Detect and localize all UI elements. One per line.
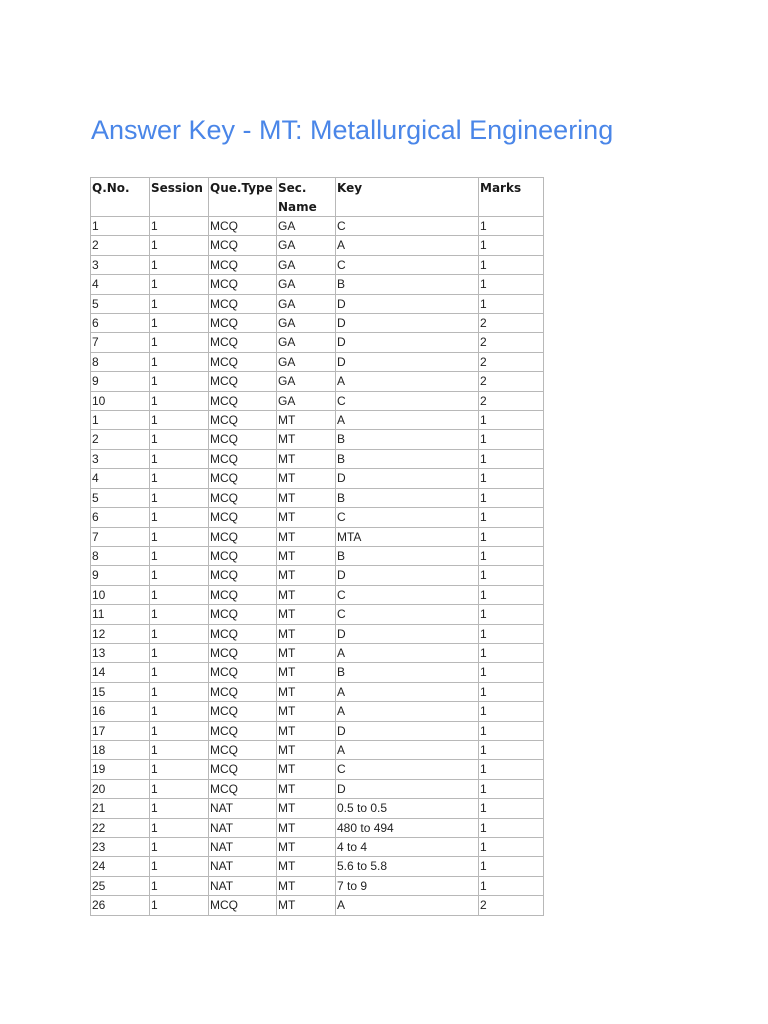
cell-que-type: MCQ xyxy=(209,508,277,527)
cell-marks: 1 xyxy=(479,721,544,740)
cell-session: 1 xyxy=(150,352,209,371)
table-row xyxy=(91,740,544,759)
cell-marks: 1 xyxy=(479,779,544,798)
cell-key: B xyxy=(336,275,479,294)
cell-marks: 1 xyxy=(479,411,544,430)
table-row xyxy=(91,876,544,895)
cell-key: D xyxy=(336,469,479,488)
cell-que-type: MCQ xyxy=(209,430,277,449)
cell-qno: 9 xyxy=(91,566,150,585)
table-row xyxy=(91,352,544,371)
cell-qno: 14 xyxy=(91,663,150,682)
cell-key: D xyxy=(336,314,479,333)
cell-que-type: NAT xyxy=(209,857,277,876)
table-row xyxy=(91,372,544,391)
cell-key: C xyxy=(336,760,479,779)
cell-que-type: MCQ xyxy=(209,333,277,352)
cell-marks: 1 xyxy=(479,527,544,546)
cell-key: C xyxy=(336,217,479,236)
cell-marks: 1 xyxy=(479,876,544,895)
cell-session: 1 xyxy=(150,605,209,624)
cell-marks: 1 xyxy=(479,566,544,585)
table-row xyxy=(91,624,544,643)
cell-que-type: NAT xyxy=(209,876,277,895)
cell-que-type: MCQ xyxy=(209,605,277,624)
cell-marks: 1 xyxy=(479,643,544,662)
cell-key: C xyxy=(336,585,479,604)
cell-qno: 21 xyxy=(91,799,150,818)
cell-key: 0.5 to 0.5 xyxy=(336,799,479,818)
cell-qno: 16 xyxy=(91,702,150,721)
cell-qno: 7 xyxy=(91,333,150,352)
cell-qno: 7 xyxy=(91,527,150,546)
cell-key: D xyxy=(336,721,479,740)
table-row xyxy=(91,682,544,701)
cell-que-type: MCQ xyxy=(209,760,277,779)
cell-marks: 2 xyxy=(479,314,544,333)
table-row xyxy=(91,217,544,236)
cell-sec-name: MT xyxy=(277,624,336,643)
cell-que-type: MCQ xyxy=(209,236,277,255)
cell-key: B xyxy=(336,488,479,507)
cell-session: 1 xyxy=(150,314,209,333)
table-row xyxy=(91,643,544,662)
cell-sec-name: GA xyxy=(277,314,336,333)
cell-sec-name: GA xyxy=(277,333,336,352)
cell-session: 1 xyxy=(150,760,209,779)
cell-session: 1 xyxy=(150,682,209,701)
cell-session: 1 xyxy=(150,740,209,759)
cell-qno: 23 xyxy=(91,838,150,857)
cell-que-type: MCQ xyxy=(209,275,277,294)
cell-marks: 1 xyxy=(479,857,544,876)
cell-marks: 1 xyxy=(479,663,544,682)
cell-session: 1 xyxy=(150,702,209,721)
cell-sec-name: MT xyxy=(277,857,336,876)
cell-sec-name: MT xyxy=(277,585,336,604)
cell-marks: 1 xyxy=(479,449,544,468)
cell-que-type: MCQ xyxy=(209,779,277,798)
cell-marks: 1 xyxy=(479,469,544,488)
cell-session: 1 xyxy=(150,217,209,236)
cell-marks: 2 xyxy=(479,372,544,391)
cell-que-type: MCQ xyxy=(209,682,277,701)
cell-marks: 2 xyxy=(479,352,544,371)
cell-que-type: MCQ xyxy=(209,721,277,740)
table-row xyxy=(91,585,544,604)
cell-sec-name: GA xyxy=(277,255,336,274)
cell-sec-name: GA xyxy=(277,352,336,371)
cell-sec-name: GA xyxy=(277,294,336,313)
cell-que-type: NAT xyxy=(209,818,277,837)
cell-que-type: MCQ xyxy=(209,352,277,371)
cell-marks: 1 xyxy=(479,818,544,837)
cell-sec-name: MT xyxy=(277,702,336,721)
cell-key: 7 to 9 xyxy=(336,876,479,895)
cell-session: 1 xyxy=(150,546,209,565)
cell-marks: 1 xyxy=(479,546,544,565)
cell-que-type: NAT xyxy=(209,799,277,818)
cell-sec-name: MT xyxy=(277,740,336,759)
cell-marks: 1 xyxy=(479,508,544,527)
cell-key: D xyxy=(336,566,479,585)
cell-marks: 1 xyxy=(479,682,544,701)
cell-marks: 2 xyxy=(479,333,544,352)
cell-session: 1 xyxy=(150,469,209,488)
cell-session: 1 xyxy=(150,391,209,410)
cell-que-type: MCQ xyxy=(209,896,277,915)
table-row xyxy=(91,314,544,333)
cell-sec-name: MT xyxy=(277,721,336,740)
table-row xyxy=(91,294,544,313)
cell-qno: 2 xyxy=(91,430,150,449)
cell-sec-name: MT xyxy=(277,838,336,857)
cell-que-type: MCQ xyxy=(209,255,277,274)
cell-que-type: MCQ xyxy=(209,643,277,662)
cell-que-type: MCQ xyxy=(209,624,277,643)
cell-session: 1 xyxy=(150,411,209,430)
table-row xyxy=(91,508,544,527)
table-row xyxy=(91,838,544,857)
cell-qno: 5 xyxy=(91,294,150,313)
cell-session: 1 xyxy=(150,294,209,313)
table-row xyxy=(91,449,544,468)
table-row xyxy=(91,896,544,915)
cell-sec-name: GA xyxy=(277,217,336,236)
cell-session: 1 xyxy=(150,255,209,274)
cell-key: C xyxy=(336,508,479,527)
table-body xyxy=(91,217,544,916)
cell-sec-name: MT xyxy=(277,663,336,682)
cell-qno: 4 xyxy=(91,469,150,488)
cell-key: A xyxy=(336,411,479,430)
cell-session: 1 xyxy=(150,624,209,643)
cell-key: C xyxy=(336,605,479,624)
cell-session: 1 xyxy=(150,799,209,818)
cell-session: 1 xyxy=(150,585,209,604)
header-que-type: Que.Type xyxy=(209,178,277,217)
cell-sec-name: GA xyxy=(277,275,336,294)
cell-session: 1 xyxy=(150,779,209,798)
cell-key: B xyxy=(336,546,479,565)
cell-key: B xyxy=(336,663,479,682)
header-qno: Q.No. xyxy=(91,178,150,217)
cell-marks: 1 xyxy=(479,488,544,507)
cell-que-type: MCQ xyxy=(209,702,277,721)
cell-qno: 8 xyxy=(91,352,150,371)
table-row xyxy=(91,391,544,410)
cell-qno: 10 xyxy=(91,391,150,410)
cell-qno: 4 xyxy=(91,275,150,294)
cell-marks: 1 xyxy=(479,255,544,274)
cell-qno: 1 xyxy=(91,411,150,430)
cell-sec-name: MT xyxy=(277,896,336,915)
cell-qno: 20 xyxy=(91,779,150,798)
cell-marks: 1 xyxy=(479,799,544,818)
cell-qno: 3 xyxy=(91,255,150,274)
cell-sec-name: MT xyxy=(277,430,336,449)
cell-marks: 1 xyxy=(479,275,544,294)
cell-key: A xyxy=(336,236,479,255)
cell-session: 1 xyxy=(150,275,209,294)
cell-que-type: NAT xyxy=(209,838,277,857)
cell-que-type: MCQ xyxy=(209,391,277,410)
cell-sec-name: MT xyxy=(277,779,336,798)
cell-key: A xyxy=(336,682,479,701)
cell-que-type: MCQ xyxy=(209,469,277,488)
cell-que-type: MCQ xyxy=(209,566,277,585)
cell-sec-name: GA xyxy=(277,236,336,255)
cell-key: 480 to 494 xyxy=(336,818,479,837)
cell-qno: 15 xyxy=(91,682,150,701)
cell-session: 1 xyxy=(150,430,209,449)
cell-key: 5.6 to 5.8 xyxy=(336,857,479,876)
page-title: Answer Key - MT: Metallurgical Engineering xyxy=(91,115,614,145)
cell-session: 1 xyxy=(150,838,209,857)
header-session: Session xyxy=(150,178,209,217)
cell-marks: 1 xyxy=(479,624,544,643)
cell-key: D xyxy=(336,779,479,798)
header-marks: Marks xyxy=(479,178,544,217)
table-row xyxy=(91,605,544,624)
cell-qno: 9 xyxy=(91,372,150,391)
cell-key: D xyxy=(336,333,479,352)
table-row xyxy=(91,779,544,798)
cell-qno: 8 xyxy=(91,546,150,565)
cell-qno: 1 xyxy=(91,217,150,236)
table-header-row xyxy=(91,178,544,217)
cell-sec-name: MT xyxy=(277,799,336,818)
cell-qno: 2 xyxy=(91,236,150,255)
cell-qno: 19 xyxy=(91,760,150,779)
cell-qno: 6 xyxy=(91,314,150,333)
cell-marks: 1 xyxy=(479,605,544,624)
cell-qno: 22 xyxy=(91,818,150,837)
cell-sec-name: GA xyxy=(277,391,336,410)
table-row xyxy=(91,702,544,721)
cell-qno: 5 xyxy=(91,488,150,507)
cell-qno: 26 xyxy=(91,896,150,915)
cell-qno: 13 xyxy=(91,643,150,662)
cell-qno: 25 xyxy=(91,876,150,895)
table-row xyxy=(91,430,544,449)
cell-marks: 1 xyxy=(479,760,544,779)
cell-session: 1 xyxy=(150,527,209,546)
cell-que-type: MCQ xyxy=(209,740,277,759)
cell-qno: 17 xyxy=(91,721,150,740)
cell-qno: 6 xyxy=(91,508,150,527)
cell-sec-name: MT xyxy=(277,818,336,837)
cell-marks: 2 xyxy=(479,391,544,410)
cell-sec-name: MT xyxy=(277,546,336,565)
cell-sec-name: MT xyxy=(277,449,336,468)
cell-marks: 1 xyxy=(479,702,544,721)
cell-qno: 10 xyxy=(91,585,150,604)
cell-session: 1 xyxy=(150,372,209,391)
table-row xyxy=(91,721,544,740)
cell-session: 1 xyxy=(150,333,209,352)
table-row xyxy=(91,411,544,430)
cell-que-type: MCQ xyxy=(209,585,277,604)
cell-sec-name: MT xyxy=(277,508,336,527)
cell-session: 1 xyxy=(150,896,209,915)
cell-marks: 1 xyxy=(479,236,544,255)
cell-qno: 3 xyxy=(91,449,150,468)
cell-key: D xyxy=(336,624,479,643)
table-row xyxy=(91,488,544,507)
cell-key: C xyxy=(336,255,479,274)
cell-key: 4 to 4 xyxy=(336,838,479,857)
table-row xyxy=(91,255,544,274)
cell-key: A xyxy=(336,702,479,721)
cell-session: 1 xyxy=(150,818,209,837)
answer-key-table xyxy=(90,177,544,916)
cell-session: 1 xyxy=(150,449,209,468)
cell-sec-name: GA xyxy=(277,372,336,391)
cell-key: A xyxy=(336,896,479,915)
cell-que-type: MCQ xyxy=(209,488,277,507)
cell-qno: 11 xyxy=(91,605,150,624)
cell-key: A xyxy=(336,372,479,391)
cell-session: 1 xyxy=(150,508,209,527)
cell-qno: 24 xyxy=(91,857,150,876)
cell-session: 1 xyxy=(150,236,209,255)
table-row xyxy=(91,663,544,682)
cell-que-type: MCQ xyxy=(209,411,277,430)
cell-session: 1 xyxy=(150,876,209,895)
cell-qno: 12 xyxy=(91,624,150,643)
cell-session: 1 xyxy=(150,663,209,682)
cell-session: 1 xyxy=(150,488,209,507)
cell-que-type: MCQ xyxy=(209,217,277,236)
table-row xyxy=(91,275,544,294)
cell-que-type: MCQ xyxy=(209,546,277,565)
cell-que-type: MCQ xyxy=(209,314,277,333)
cell-que-type: MCQ xyxy=(209,663,277,682)
header-key: Key xyxy=(336,178,479,217)
table-row xyxy=(91,546,544,565)
table-row xyxy=(91,236,544,255)
cell-sec-name: MT xyxy=(277,643,336,662)
cell-marks: 1 xyxy=(479,217,544,236)
header-sec-name: Sec. Name xyxy=(277,178,336,217)
cell-session: 1 xyxy=(150,566,209,585)
table-row xyxy=(91,469,544,488)
cell-sec-name: MT xyxy=(277,682,336,701)
table-row xyxy=(91,818,544,837)
cell-sec-name: MT xyxy=(277,469,336,488)
cell-que-type: MCQ xyxy=(209,372,277,391)
cell-sec-name: MT xyxy=(277,876,336,895)
cell-que-type: MCQ xyxy=(209,294,277,313)
table-row xyxy=(91,799,544,818)
table-row xyxy=(91,527,544,546)
cell-key: B xyxy=(336,430,479,449)
cell-marks: 1 xyxy=(479,585,544,604)
cell-key: D xyxy=(336,352,479,371)
table-row xyxy=(91,566,544,585)
cell-sec-name: MT xyxy=(277,760,336,779)
cell-key: D xyxy=(336,294,479,313)
cell-marks: 1 xyxy=(479,740,544,759)
cell-sec-name: MT xyxy=(277,566,336,585)
cell-que-type: MCQ xyxy=(209,527,277,546)
cell-session: 1 xyxy=(150,643,209,662)
cell-session: 1 xyxy=(150,721,209,740)
cell-sec-name: MT xyxy=(277,488,336,507)
cell-sec-name: MT xyxy=(277,605,336,624)
cell-sec-name: MT xyxy=(277,527,336,546)
cell-sec-name: MT xyxy=(277,411,336,430)
cell-qno: 18 xyxy=(91,740,150,759)
table-row xyxy=(91,333,544,352)
cell-key: MTA xyxy=(336,527,479,546)
cell-session: 1 xyxy=(150,857,209,876)
cell-key: B xyxy=(336,449,479,468)
cell-marks: 1 xyxy=(479,838,544,857)
cell-marks: 1 xyxy=(479,430,544,449)
table-row xyxy=(91,857,544,876)
cell-key: A xyxy=(336,643,479,662)
cell-marks: 1 xyxy=(479,294,544,313)
cell-key: C xyxy=(336,391,479,410)
cell-marks: 2 xyxy=(479,896,544,915)
cell-que-type: MCQ xyxy=(209,449,277,468)
cell-key: A xyxy=(336,740,479,759)
table-row xyxy=(91,760,544,779)
